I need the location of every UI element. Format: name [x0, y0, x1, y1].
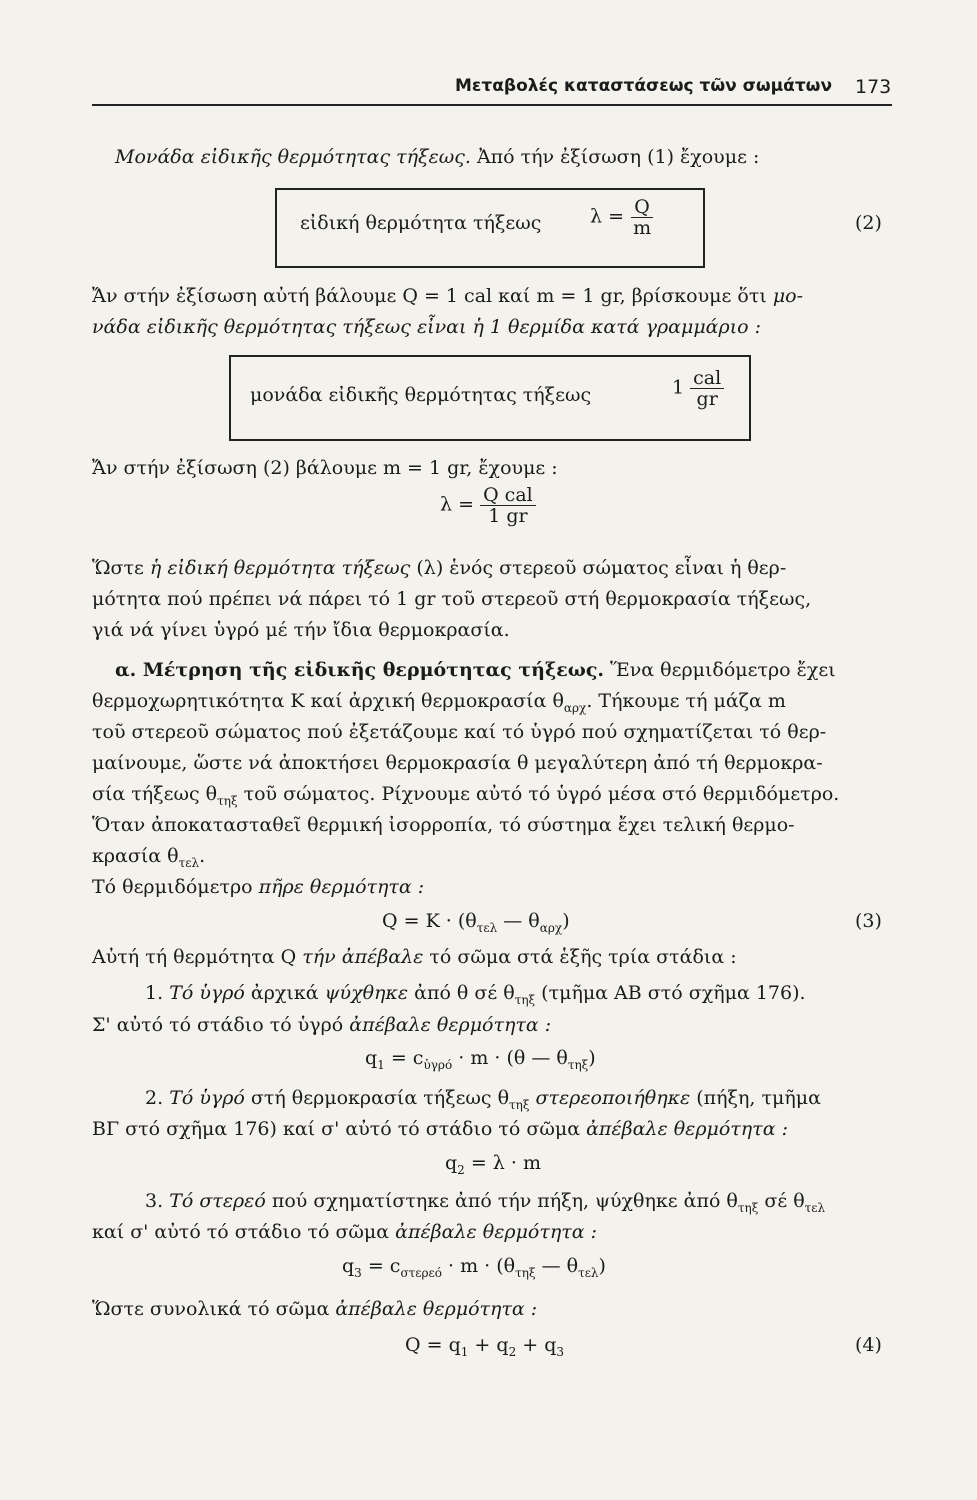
- section-a-line3: τοῦ στερεοῦ σώματος πού ἐξετάζουμε καί τό ὑγρό πού σχηματίζεται τό θερ-: [92, 721, 827, 743]
- box2-denominator: gr: [696, 388, 718, 410]
- theta-tel-sub: τελ: [178, 855, 200, 870]
- box1-fraction: [630, 197, 654, 238]
- section-a-line7-a: κρασία θ: [92, 845, 179, 867]
- equation-number-4: (4): [855, 1334, 882, 1356]
- p5-line: [92, 874, 424, 900]
- p5-italic: πῆρε θερμότητα :: [258, 876, 425, 898]
- q1-c: · m · (θ — θ: [452, 1047, 568, 1069]
- section-a-line7-b: .: [199, 845, 206, 867]
- stage2-italic2: στερεοποιήθηκε: [529, 1087, 691, 1109]
- stage3-line2-a: καί σ' αὐτό τό στάδιο τό σῶμα: [92, 1221, 390, 1243]
- eq4-c: + q: [516, 1334, 557, 1356]
- stage2-line2-italic: ἀπέβαλε θερμότητα :: [586, 1118, 788, 1140]
- p6-italic: τήν ἀπέβαλε: [302, 946, 424, 968]
- box2-number: 1: [672, 376, 685, 399]
- box1-numerator: Q: [631, 197, 653, 218]
- q3-s3: τηξ: [515, 1265, 536, 1280]
- stage3-equation: [342, 1253, 606, 1286]
- equation-3: [382, 908, 570, 941]
- stage3-a: πού σχηματίστηκε ἀπό τήν πήξη, ψύχθηκε ἀπό θ: [271, 1190, 738, 1212]
- section-a-line5-b: τοῦ σώματος. Ρίχνουμε αὐτό τό ὑγρό μέσα στό θερμιδόμετρο.: [237, 783, 840, 805]
- box2-label: μονάδα εἰδικῆς θερμότητας τήξεως: [250, 384, 592, 406]
- p6-a: Αὐτή τή θερμότητα Q: [92, 946, 297, 968]
- unit-heading-italic: Μονάδα εἰδικῆς θερμότητας τήξεως.: [115, 146, 471, 168]
- section-a-line4: μαίνουμε, ὥστε νά ἀποκτήσει θερμοκρασία θ μεγαλύτερη ἀπό τή θερμοκρα-: [92, 752, 823, 774]
- q1-s3: τηξ: [567, 1057, 589, 1072]
- stage2-italic: Τό ὑγρό: [169, 1087, 245, 1109]
- q2-a: q: [445, 1152, 458, 1174]
- q1-d: ): [588, 1047, 596, 1069]
- stage3-sub1: τηξ: [737, 1200, 759, 1215]
- q1-s1: 1: [377, 1057, 385, 1072]
- stage3-line2: [92, 1219, 597, 1245]
- theta-tixis-sub: τηξ: [217, 793, 238, 808]
- stage2-equation: [445, 1150, 541, 1183]
- stage3-line2-italic: ἀπέβαλε θερμότητα :: [395, 1221, 598, 1243]
- p3-line: Ἄν στήν ἐξίσωση (2) βάλουμε m = 1 gr, ἔχουμε :: [92, 457, 558, 479]
- eq3-b: — θ: [497, 910, 540, 932]
- p4-line3: γιά νά γίνει ὑγρό μέ τήν ἴδια θερμοκρασία.: [92, 619, 510, 641]
- eq4-s1: 1: [460, 1344, 469, 1359]
- section-a-line1: [115, 657, 836, 683]
- q3-c: · m · (θ: [442, 1255, 516, 1277]
- stage2-b: (πήξη, τμῆμα: [690, 1087, 821, 1109]
- theta-arch-sub: αρχ: [563, 700, 587, 715]
- stage3-line1: [145, 1188, 825, 1221]
- equation-number-2: (2): [855, 212, 882, 234]
- q3-s4: τελ: [578, 1265, 599, 1280]
- q1-s2: ὑγρό: [423, 1057, 453, 1072]
- eq3-sub2: αρχ: [539, 920, 563, 935]
- stage3-sub2: τελ: [804, 1200, 826, 1215]
- q3-s2: στερεό: [400, 1265, 442, 1280]
- section-a-line1-rest: Ἕνα θερμιδόμετρο ἔχει: [610, 659, 836, 681]
- p2-line1-text: Ἄν στήν ἐξίσωση αὐτή βάλουμε Q = 1 cal καί m = 1 gr, βρίσκουμε ὅτι: [92, 285, 767, 307]
- q1-a: q: [365, 1047, 378, 1069]
- box1-label: εἰδική θερμότητα τήξεως: [300, 212, 542, 234]
- p3-lhs: λ =: [440, 493, 475, 516]
- q3-e: ): [598, 1255, 606, 1277]
- stage1-italic2: ψύχθηκε: [324, 982, 409, 1004]
- p2-line2: νάδα εἰδικῆς θερμότητας τήξεως εἶναι ἡ 1 θερμίδα κατά γραμμάριο :: [92, 316, 762, 338]
- section-a-line7: [92, 843, 205, 876]
- p7-a: Ὥστε συνολικά τό σῶμα: [92, 1298, 330, 1320]
- page-number: 173: [855, 76, 892, 98]
- box1-denominator: m: [633, 217, 652, 239]
- stage1-line2: [92, 1012, 551, 1038]
- eq4-s3: 3: [556, 1344, 565, 1359]
- stage2-num: 2.: [145, 1087, 164, 1109]
- q3-d: — θ: [535, 1255, 579, 1277]
- stage3-num: 3.: [145, 1190, 164, 1212]
- section-a-line2: [92, 688, 786, 721]
- unit-heading-text: Ἀπό τήν ἐξίσωση (1) ἔχουμε :: [476, 146, 760, 168]
- stage1-b: ἀπό θ σέ θ: [414, 982, 515, 1004]
- p4-line1-rest: (λ) ἑνός στερεοῦ σώματος εἶναι ἡ θερ-: [416, 557, 787, 579]
- box2-numerator: cal: [690, 368, 724, 389]
- q3-b: = c: [361, 1255, 401, 1277]
- p7-italic: ἀπέβαλε θερμότητα :: [335, 1298, 538, 1320]
- p2-line1-italic: μο-: [772, 285, 804, 307]
- p2-line1: [92, 283, 803, 309]
- unit-heading-line: [115, 144, 759, 170]
- section-a-line5-a: σία τήξεως θ: [92, 783, 218, 805]
- header-rule: [92, 104, 892, 106]
- p6-b: τό σῶμα στά ἑξῆς τρία στάδια :: [429, 946, 737, 968]
- equation-number-3: (3): [855, 910, 882, 932]
- p4-line2: μότητα πού πρέπει νά πάρει τό 1 gr τοῦ στερεοῦ στή θερμοκρασία τήξεως,: [92, 588, 812, 610]
- eq4-a: Q = q: [405, 1334, 461, 1356]
- q2-s1: 2: [457, 1162, 465, 1177]
- eq3-a: Q = K · (θ: [382, 910, 477, 932]
- p5-start: Τό θερμιδόμετρο: [92, 876, 253, 898]
- stage2-sub: τηξ: [509, 1097, 530, 1112]
- section-a-line6: Ὅταν ἀποκατασταθεῖ θερμική ἰσορροπία, τό σύστημα ἔχει τελική θερμο-: [92, 814, 795, 836]
- eq3-sub1: τελ: [476, 920, 498, 935]
- stage2-line1: [145, 1085, 821, 1118]
- stage2-line2: [92, 1116, 788, 1142]
- p4-line1: [92, 555, 786, 581]
- box2-value: [672, 368, 724, 409]
- stage1-num: 1.: [145, 982, 164, 1004]
- eq4-s2: 2: [508, 1344, 517, 1359]
- p3-denominator: 1 gr: [488, 505, 528, 527]
- stage1-a: ἀρχικά: [250, 982, 319, 1004]
- stage1-c: (τμῆμα ΑΒ στό σχῆμα 176).: [535, 982, 806, 1004]
- section-a-line2-a: θερμοχωρητικότητα Κ καί ἀρχική θερμοκρασία θ: [92, 690, 564, 712]
- section-a-heading: α. Μέτρηση τῆς εἰδικῆς θερμότητας τήξεως.: [115, 659, 605, 681]
- stage3-b: σέ θ: [758, 1190, 805, 1212]
- p6-line: [92, 944, 737, 970]
- p7-line: [92, 1296, 537, 1322]
- section-a-line5: [92, 781, 839, 814]
- stage1-italic: Τό ὑγρό: [169, 982, 245, 1004]
- eq3-c: ): [562, 910, 570, 932]
- running-header-title: Μεταβολές καταστάσεως τῶν σωμάτων: [455, 76, 833, 96]
- q1-b: = c: [384, 1047, 424, 1069]
- p3-numerator: Q cal: [480, 485, 536, 506]
- p4-italic: ἡ εἰδική θερμότητα τήξεως: [149, 557, 411, 579]
- stage1-line2-italic: ἀπέβαλε θερμότητα :: [349, 1014, 552, 1036]
- equation-4: [405, 1332, 564, 1365]
- q3-a: q: [342, 1255, 355, 1277]
- stage3-italic: Τό στερεό: [169, 1190, 266, 1212]
- stage1-sub: τηξ: [514, 992, 536, 1007]
- stage1-equation: [365, 1045, 596, 1078]
- p3-formula: [440, 485, 536, 526]
- box1-formula: [590, 197, 654, 238]
- box1-lhs: λ =: [590, 205, 625, 228]
- q2-b: = λ · m: [464, 1152, 541, 1174]
- p4-start: Ὥστε: [92, 557, 144, 579]
- p3-fraction: [480, 485, 536, 526]
- stage2-a: στή θερμοκρασία τήξεως θ: [250, 1087, 510, 1109]
- stage1-line1: [145, 980, 806, 1013]
- section-a-line2-b: . Τήκουμε τή μάζα m: [586, 690, 786, 712]
- eq4-b: + q: [468, 1334, 509, 1356]
- stage2-line2-a: ΒΓ στό σχῆμα 176) καί σ' αὐτό τό στάδιο τό σῶμα: [92, 1118, 581, 1140]
- q3-s1: 3: [354, 1265, 362, 1280]
- box2-fraction: [690, 368, 724, 409]
- stage1-line2-a: Σ' αὐτό τό στάδιο τό ὑγρό: [92, 1014, 344, 1036]
